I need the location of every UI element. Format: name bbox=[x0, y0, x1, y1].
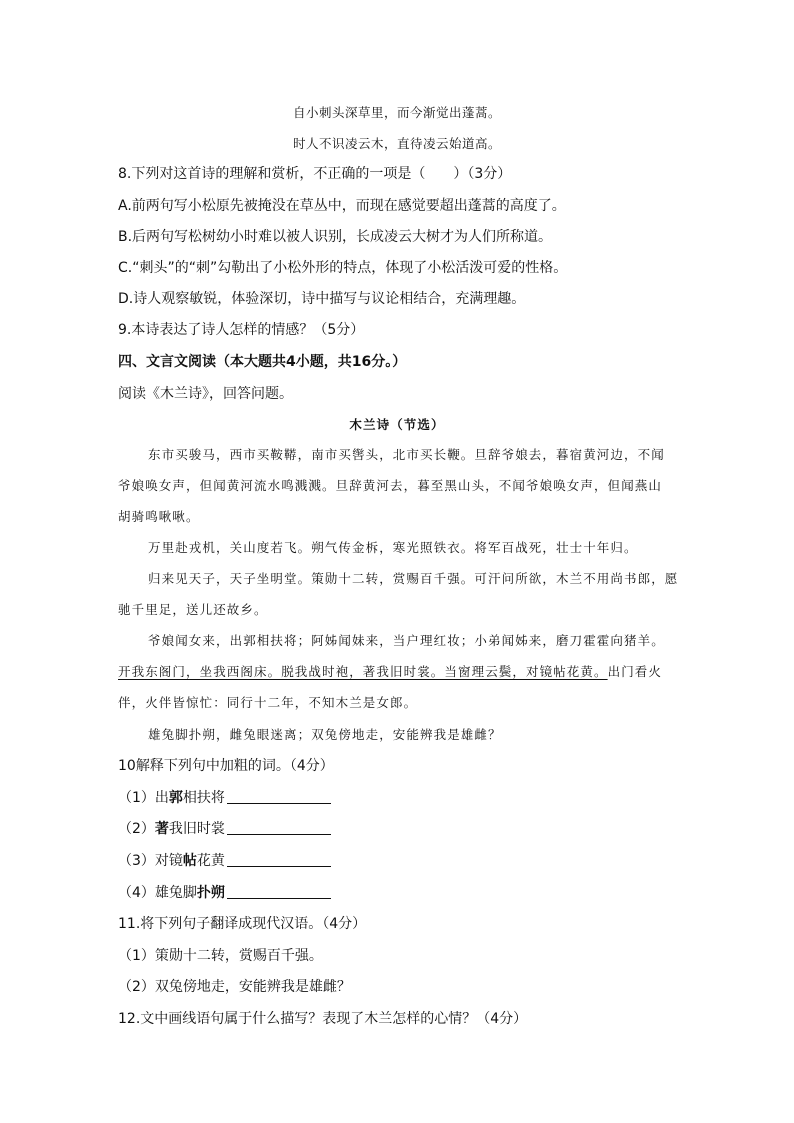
question-10-stem: 10解释下列句中加粗的词。（4分） bbox=[118, 758, 334, 774]
item-number: （3） bbox=[118, 853, 155, 869]
passage-p4-line3: 伴，火伴皆惊忙：同行十二年，不知木兰是女郎。 bbox=[118, 695, 418, 710]
passage-p4-line2 bbox=[118, 663, 662, 681]
answer-blank[interactable] bbox=[227, 820, 331, 835]
passage-p3-line1: 归来见天子，天子坐明堂。策勋十二转，赏赐百千强。可汗问所欲，木兰不用尚书郎，愿 bbox=[148, 571, 679, 586]
underlined-sentence: 开我东阁门，坐我西阁床。脱我战时袍，著我旧时裳。当窗理云鬓，对镜帖花黄。 bbox=[118, 664, 608, 679]
passage-p4-line2-rest: 出门看火 bbox=[607, 664, 663, 679]
answer-blank[interactable] bbox=[227, 852, 331, 867]
bold-word: 著 bbox=[154, 821, 169, 837]
section-4-heading: 四、文言文阅读（本大题共4小题，共16分。） bbox=[118, 354, 407, 370]
question-8-option-c: C.“刺头”的“刺”勾勒出了小松外形的特点，体现了小松活泼可爱的性格。 bbox=[118, 260, 568, 276]
passage-p5-line1: 雄兔脚扑朔，雌兔眼迷离；双兔傍地走，安能辨我是雄雌？ bbox=[148, 727, 502, 742]
item-text-post: 相扶将 bbox=[182, 790, 225, 806]
bold-word: 郭 bbox=[168, 790, 183, 806]
section-4-intro: 阅读《木兰诗》，回答问题。 bbox=[118, 386, 293, 402]
answer-blank[interactable] bbox=[227, 789, 331, 804]
question-11-sentence-2: （2）双兔傍地走，安能辨我是雄雌？ bbox=[118, 979, 351, 995]
item-text-post: 我旧时裳 bbox=[168, 821, 225, 837]
item-text-post: 花黄 bbox=[196, 853, 225, 869]
question-10-item-3 bbox=[118, 852, 331, 870]
passage-p1-line3: 胡骑鸣啾啾。 bbox=[118, 509, 200, 524]
passage-p1-line1: 东市买骏马，西市买鞍鞯，南市买辔头，北市买长鞭。旦辞爷娘去，暮宿黄河边，不闻 bbox=[148, 447, 665, 462]
question-10-item-4 bbox=[118, 884, 331, 902]
passage-title: 木兰诗（节选） bbox=[349, 417, 445, 432]
item-number: （4） bbox=[118, 885, 155, 901]
question-8-stem: 8.下列对这首诗的理解和赏析，不正确的一项是（ ）（3分） bbox=[118, 166, 512, 182]
item-number: （1） bbox=[118, 790, 155, 806]
passage-p2-line1: 万里赴戎机，关山度若飞。朔气传金柝，寒光照铁衣。将军百战死，壮士十年归。 bbox=[148, 540, 638, 555]
answer-blank[interactable] bbox=[227, 884, 331, 899]
question-8-option-b: B.后两句写松树幼小时难以被人识别，长成凌云大树才为人们所称道。 bbox=[118, 229, 553, 245]
passage-p1-line2: 爷娘唤女声，但闻黄河流水鸣溅溅。旦辞黄河去，暮至黑山头，不闻爷娘唤女声，但闻燕山 bbox=[118, 478, 663, 493]
item-text-pre: 雄兔脚 bbox=[154, 885, 197, 901]
question-10-item-2 bbox=[118, 820, 331, 838]
question-8-option-a: A.前两句写小松原先被掩没在草丛中，而现在感觉要超出蓬蒿的高度了。 bbox=[118, 198, 566, 214]
item-text-pre: 对镜 bbox=[154, 853, 183, 869]
bold-word: 帖 bbox=[182, 853, 197, 869]
question-11-sentence-1: （1）策勋十二转，赏赐百千强。 bbox=[118, 948, 323, 964]
question-9-stem: 9.本诗表达了诗人怎样的情感？（5分） bbox=[118, 322, 365, 338]
question-11-stem: 11.将下列句子翻译成现代汉语。（4分） bbox=[118, 916, 367, 932]
item-number: （2） bbox=[118, 821, 155, 837]
question-8-option-d: D.诗人观察敏锐，体验深切，诗中描写与议论相结合，充满理趣。 bbox=[118, 291, 526, 307]
poem-line-2: 时人不识凌云木，直待凌云始道高。 bbox=[292, 136, 501, 151]
question-12-stem: 12.文中画线语句属于什么描写？表现了木兰怎样的心情？（4分） bbox=[118, 1011, 528, 1027]
passage-p4-line1: 爷娘闻女来，出郭相扶将；阿姊闻妹来，当户理红妆；小弟闻姊来，磨刀霍霍向猪羊。 bbox=[148, 633, 665, 648]
poem-line-1: 自小刺头深草里，而今渐觉出蓬蒿。 bbox=[292, 105, 501, 120]
passage-p3-line2: 驰千里足，送儿还故乡。 bbox=[118, 602, 268, 617]
bold-word: 扑朔 bbox=[196, 885, 225, 901]
item-text-pre: 出 bbox=[154, 790, 169, 806]
question-10-item-1 bbox=[118, 789, 331, 807]
